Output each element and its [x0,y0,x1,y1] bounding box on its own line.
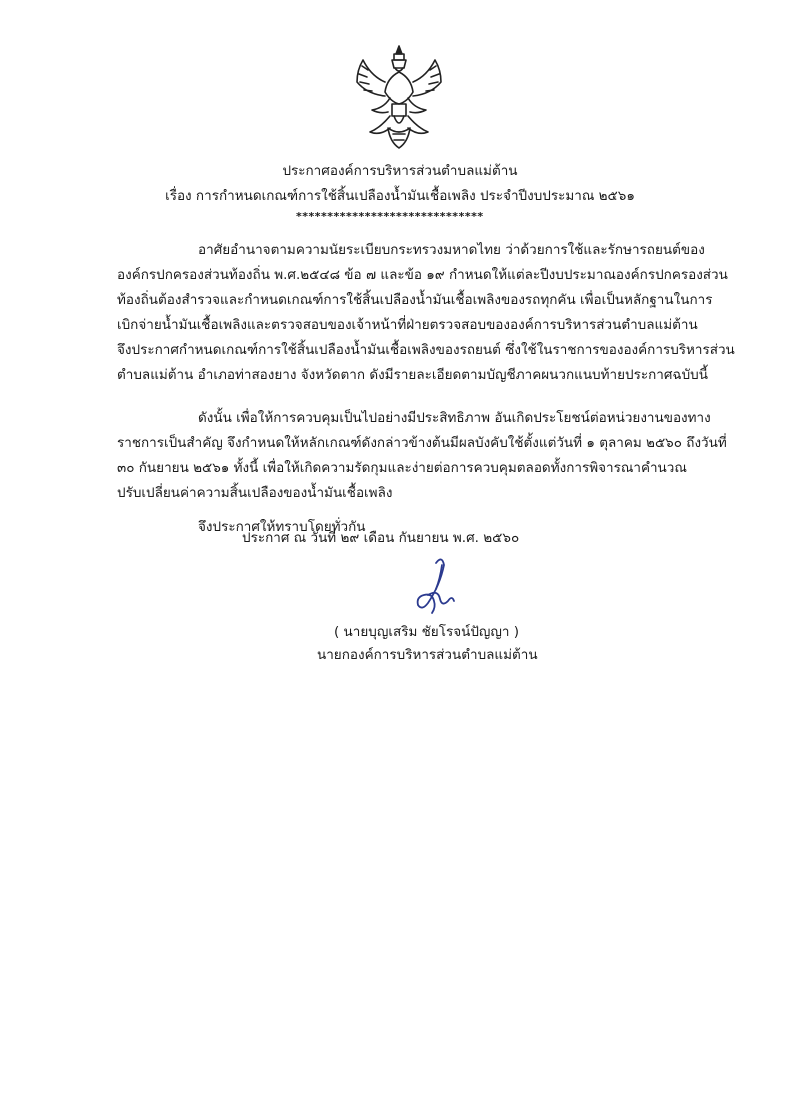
document-title [0,162,800,180]
closing-statement: จึงประกาศให้ทราบโดยทั่วกัน [198,519,366,535]
separator-stars: ****************************** [296,210,484,223]
document-subject [0,187,800,205]
signatory-position: นายกองค์การบริหารส่วนตำบลแม่ต้าน [317,647,538,663]
paragraph1-line: อาศัยอำนาจตามความนัยระเบียบกระทรวงมหาดไทย ว่าด้วยการใช้และรักษารถยนต์ของ [198,242,705,258]
paragraph2-line: ปรับเปลี่ยนค่าความสิ้นเปลืองของน้ำมันเชื้อเพลิง [117,485,393,501]
signatory-name: ( นายบุญเสริม ชัยโรจน์ปัญญา ) [334,624,520,640]
paragraph1-line: เบิกจ่ายน้ำมันเชื้อเพลิงและตรวจสอบของเจ้าหน้าที่ฝ่ายตรวจสอบขององค์การบริหารส่วนตำบลแม่ต้าน [117,317,698,333]
paragraph2-line: ดังนั้น เพื่อให้การควบคุมเป็นไปอย่างมีประสิทธิภาพ อันเกิดประโยชน์ต่อหน่วยงานของทาง [198,410,711,426]
heading-text: เรื่อง การกำหนดเกณฑ์การใช้สิ้นเปลืองน้ำมันเชื้อเพลิง ประจำปีงบประมาณ ๒๕๖๑ [165,188,635,204]
signature-icon [398,555,468,625]
heading-text: ประกาศองค์การบริหารส่วนตำบลแม่ต้าน [282,163,518,179]
paragraph1-line: องค์กรปกครองส่วนท้องถิ่น พ.ศ.๒๕๔๘ ข้อ ๗ และข้อ ๑๙ กำหนดให้แต่ละปีงบประมาณองค์กรปกครองส่วน [117,267,728,283]
garuda-emblem-icon [350,42,448,154]
paragraph1-line: ตำบลแม่ต้าน อำเภอท่าสองยาง จังหวัดตาก ดังมีรายละเอียดตามบัญชีภาคผนวกแนบท้ายประกาศฉบับนี้ [117,367,708,383]
paragraph2-line: ราชการเป็นสำคัญ จึงกำหนดให้หลักเกณฑ์ดังกล่าวข้างต้นมีผลบังคับใช้ตั้งแต่วันที่ ๑ ตุลาคม ๒๕๖๐ ถึงวันที่ [117,435,727,451]
paragraph2-line: ๓๐ กันยายน ๒๕๖๑ ทั้งนี้ เพื่อให้เกิดความรัดกุมและง่ายต่อการควบคุมตลอดทั้งการพิจารณาคำนวณ [117,460,687,476]
announcement-date: ประกาศ ณ วันที่ ๒๙ เดือน กันยายน พ.ศ. ๒๕๖๐ [242,530,520,546]
paragraph1-line: จึงประกาศกำหนดเกณฑ์การใช้สิ้นเปลืองน้ำมันเชื้อเพลิงของรถยนต์ ซึ่งใช้ในราชการขององค์การบริหารส่วน [117,342,735,358]
paragraph1-line: ท้องถิ่นต้องสำรวจและกำหนดเกณฑ์การใช้สิ้นเปลืองน้ำมันเชื้อเพลิงของรถทุกคัน เพื่อเป็นหลักฐานในการ [117,292,713,308]
